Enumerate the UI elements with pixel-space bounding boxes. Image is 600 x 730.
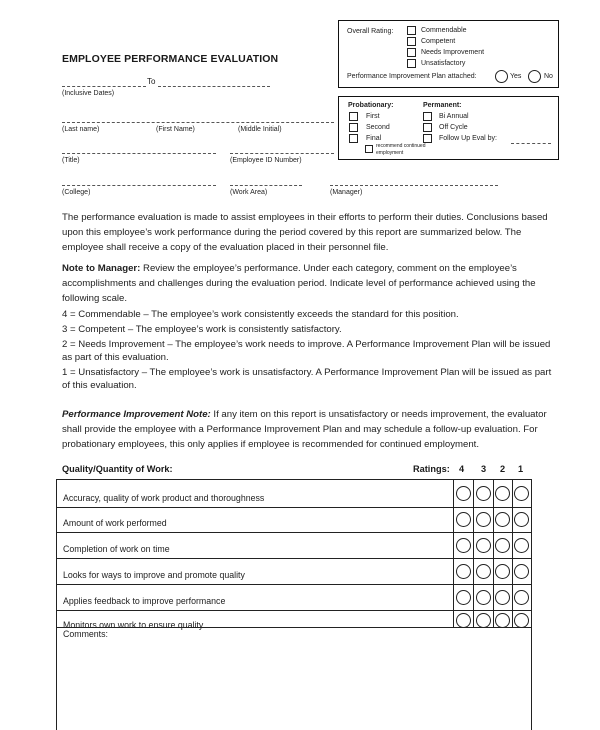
recommend-checkbox[interactable] xyxy=(365,145,373,153)
comments-field[interactable] xyxy=(57,628,531,730)
rating-radio-3[interactable] xyxy=(476,538,491,553)
pip-no-label: No xyxy=(544,73,553,80)
note-line-1 xyxy=(62,261,517,276)
title-field[interactable] xyxy=(62,153,216,154)
rating-radio-2[interactable] xyxy=(495,590,510,605)
pip-note-line-1 xyxy=(62,407,547,422)
row-label: Monitors own work to ensure quality xyxy=(63,620,204,630)
competent-label: Competent xyxy=(421,38,456,45)
row-label: Completion of work on time xyxy=(63,544,170,554)
pip-yes-radio[interactable] xyxy=(495,70,508,83)
note-line-2: accomplishments and challenges during the evaluation period. Indicate level of performance achieved using the xyxy=(62,278,536,289)
rating-radio-2[interactable] xyxy=(495,538,510,553)
scale-2-line-1: 2 = Needs Improvement – The employee’s work needs to improve. A Performance Improvement Plan will be issued xyxy=(62,339,551,350)
pip-note-line-3: probationary employees, this only applies if employee is recommended for continued employment. xyxy=(62,439,480,450)
needs-improvement-checkbox[interactable] xyxy=(407,48,416,57)
rating-radio-4[interactable] xyxy=(456,564,471,579)
college-field[interactable] xyxy=(62,185,216,186)
name-field[interactable] xyxy=(62,122,334,123)
rating-radio-4[interactable] xyxy=(456,486,471,501)
table-row xyxy=(57,611,531,628)
pip-note-heading: Performance Improvement Note: xyxy=(62,409,211,420)
end-date-field[interactable] xyxy=(158,86,270,87)
rating-radio-3[interactable] xyxy=(476,613,491,628)
intro-line-2: upon this employee’s work performance during the period covered by this report are summarized below. The xyxy=(62,227,522,238)
rating-radio-2[interactable] xyxy=(495,486,510,501)
rating-radio-3[interactable] xyxy=(476,512,491,527)
note-heading: Note to Manager: xyxy=(62,263,141,274)
first-label: First xyxy=(366,113,380,120)
scale-2-line-2: as part of this evaluation. xyxy=(62,352,169,363)
scale-4: 4 = Commendable – The employee’s work consistently exceeds the standard for this position. xyxy=(62,309,459,320)
rating-radio-1[interactable] xyxy=(514,512,529,527)
row-label: Accuracy, quality of work product and thoroughness xyxy=(63,493,265,503)
rating-radio-1[interactable] xyxy=(514,564,529,579)
pip-no-radio[interactable] xyxy=(528,70,541,83)
final-checkbox[interactable] xyxy=(349,134,358,143)
rating-radio-4[interactable] xyxy=(456,613,471,628)
rating-header-2: 2 xyxy=(500,464,506,474)
pip-note-line-2: shall provide the employee with a Performance Improvement Plan and may schedule a follow-up evaluation. For xyxy=(62,424,538,435)
off-cycle-checkbox[interactable] xyxy=(423,123,432,132)
recommend-line1: recommend continued xyxy=(376,143,426,149)
bi-annual-label: Bi Annual xyxy=(439,113,469,120)
pip-attached-label: Performance Improvement Plan attached: xyxy=(347,73,477,80)
table-row xyxy=(57,559,531,585)
first-name-label: (First Name) xyxy=(156,126,195,133)
rating-radio-2[interactable] xyxy=(495,613,510,628)
pip-yes-label: Yes xyxy=(510,73,522,80)
overall-rating-box xyxy=(338,20,559,88)
final-label: Final xyxy=(366,135,382,142)
follow-up-date-field[interactable] xyxy=(511,143,551,144)
recommend-line2: employment xyxy=(376,150,404,156)
note-line-3: following scale. xyxy=(62,293,128,304)
rating-radio-1[interactable] xyxy=(514,486,529,501)
work-area-label: (Work Area) xyxy=(230,189,268,196)
employee-id-label: (Employee ID Number) xyxy=(230,157,302,164)
row-label: Applies feedback to improve performance xyxy=(63,596,226,606)
intro-line-3: employee shall receive a copy of the evaluation placed in their personnel file. xyxy=(62,242,389,253)
rating-radio-2[interactable] xyxy=(495,512,510,527)
ratings-label: Ratings: xyxy=(413,464,450,474)
row-label: Looks for ways to improve and promote quality xyxy=(63,570,245,580)
start-date-field[interactable] xyxy=(62,86,146,87)
rating-header-1: 1 xyxy=(518,464,524,474)
first-checkbox[interactable] xyxy=(349,112,358,121)
manager-field[interactable] xyxy=(330,185,498,186)
overall-rating-label: Overall Rating: xyxy=(347,28,394,35)
permanent-label: Permanent: xyxy=(423,102,462,109)
last-name-label: (Last name) xyxy=(62,126,100,133)
follow-up-label: Follow Up Eval by: xyxy=(439,135,497,142)
row-label: Amount of work performed xyxy=(63,518,167,528)
intro-line-1: The performance evaluation is made to assist employees in their efforts to perform their duties. Conclusions based xyxy=(62,212,548,223)
rating-header-4: 4 xyxy=(459,464,465,474)
rating-radio-3[interactable] xyxy=(476,590,491,605)
page-title: EMPLOYEE PERFORMANCE EVALUATION xyxy=(62,53,279,65)
needs-improvement-label: Needs Improvement xyxy=(421,49,485,56)
rating-radio-1[interactable] xyxy=(514,590,529,605)
bi-annual-checkbox[interactable] xyxy=(423,112,432,121)
unsatisfactory-label: Unsatisfactory xyxy=(421,60,466,67)
commendable-checkbox[interactable] xyxy=(407,26,416,35)
table-row xyxy=(57,533,531,559)
second-checkbox[interactable] xyxy=(349,123,358,132)
note-line-1-text: Review the employee’s performance. Under each category, comment on the employee’s xyxy=(140,263,517,274)
rating-radio-3[interactable] xyxy=(476,564,491,579)
table-row xyxy=(57,480,531,508)
follow-up-checkbox[interactable] xyxy=(423,134,432,143)
rating-header-3: 3 xyxy=(481,464,487,474)
comments-label: Comments: xyxy=(63,629,108,639)
rating-radio-1[interactable] xyxy=(514,613,529,628)
rating-radio-2[interactable] xyxy=(495,564,510,579)
off-cycle-label: Off Cycle xyxy=(439,124,468,131)
rating-radio-3[interactable] xyxy=(476,486,491,501)
table-row xyxy=(57,585,531,611)
pip-note-line-1-text: If any item on this report is unsatisfactory or needs improvement, the evaluator xyxy=(210,409,547,420)
scale-1-line-2: of this evaluation. xyxy=(62,380,137,391)
manager-label: (Manager) xyxy=(330,189,363,196)
title-label: (Title) xyxy=(62,157,80,164)
middle-initial-label: (Middle Initial) xyxy=(238,126,282,133)
inclusive-dates-label: (Inclusive Dates) xyxy=(62,90,115,97)
rating-radio-4[interactable] xyxy=(456,538,471,553)
rating-radio-4[interactable] xyxy=(456,512,471,527)
probationary-label: Probationary: xyxy=(348,102,394,109)
rating-radio-1[interactable] xyxy=(514,538,529,553)
quality-table xyxy=(56,479,532,730)
to-label: To xyxy=(147,77,156,86)
commendable-label: Commendable xyxy=(421,27,467,34)
competent-checkbox[interactable] xyxy=(407,37,416,46)
rating-radio-4[interactable] xyxy=(456,590,471,605)
second-label: Second xyxy=(366,124,390,131)
unsatisfactory-checkbox[interactable] xyxy=(407,59,416,68)
scale-3: 3 = Competent – The employee’s work is consistently satisfactory. xyxy=(62,324,342,335)
scale-1-line-1: 1 = Unsatisfactory – The employee’s work is unsatisfactory. A Performance Improvement Plan will be issued as part xyxy=(62,367,552,378)
table-row xyxy=(57,508,531,533)
employee-id-field[interactable] xyxy=(230,153,334,154)
quality-heading: Quality/Quantity of Work: xyxy=(62,464,173,474)
work-area-field[interactable] xyxy=(230,185,302,186)
college-label: (College) xyxy=(62,189,91,196)
employment-status-box xyxy=(338,96,559,160)
